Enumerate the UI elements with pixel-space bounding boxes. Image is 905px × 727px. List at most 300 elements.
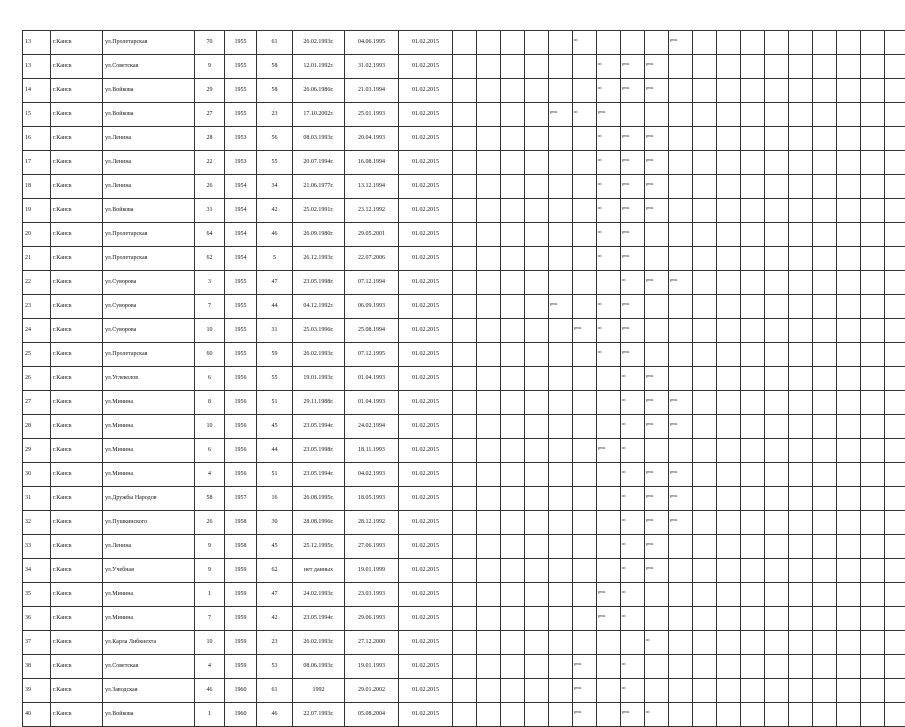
date-cell-3: 01.02.2015 — [399, 583, 453, 607]
grid-cell — [525, 343, 549, 367]
grid-cell — [885, 439, 905, 463]
city-cell: г.Канск — [51, 31, 103, 55]
grid-cell — [885, 607, 905, 631]
date-cell-1: 26.06.1986г. — [293, 79, 345, 103]
street-cell: ул.Заводская — [103, 679, 195, 703]
build-year-cell: 1956 — [225, 367, 257, 391]
grid-cell — [693, 631, 717, 655]
city-cell: г.Канск — [51, 511, 103, 535]
apartments-cell: 23 — [257, 103, 293, 127]
grid-cell — [669, 199, 693, 223]
row-number: 15 — [23, 103, 51, 127]
grid-cell — [645, 295, 669, 319]
grid-cell — [765, 607, 789, 631]
grid-cell — [621, 511, 645, 535]
grid-cell — [501, 223, 525, 247]
grid-cell — [741, 559, 765, 583]
grid-cell — [693, 247, 717, 271]
grid-cell — [717, 127, 741, 151]
grid-mark: реш. — [622, 86, 630, 90]
grid-cell — [669, 679, 693, 703]
grid-cell — [621, 319, 645, 343]
grid-cell — [669, 655, 693, 679]
grid-cell — [669, 55, 693, 79]
street-cell: ул.Учебная — [103, 559, 195, 583]
grid-cell — [885, 631, 905, 655]
grid-cell — [813, 103, 837, 127]
date-cell-2: 01.04.1993 — [345, 367, 399, 391]
grid-cell — [549, 607, 573, 631]
grid-cell — [525, 631, 549, 655]
grid-cell — [765, 223, 789, 247]
grid-cell — [645, 271, 669, 295]
grid-mark: реш. — [646, 422, 654, 426]
date-cell-3: 01.02.2015 — [399, 343, 453, 367]
grid-mark: пс — [598, 350, 602, 354]
grid-cell — [693, 103, 717, 127]
grid-cell — [837, 367, 861, 391]
apartments-cell: 23 — [257, 631, 293, 655]
row-number: 23 — [23, 295, 51, 319]
grid-cell — [765, 319, 789, 343]
date-cell-1: 26.08.1995г. — [293, 487, 345, 511]
grid-cell — [477, 655, 501, 679]
grid-cell — [741, 199, 765, 223]
grid-mark: реш. — [622, 230, 630, 234]
grid-cell — [669, 271, 693, 295]
grid-cell — [549, 559, 573, 583]
grid-cell — [885, 295, 905, 319]
grid-cell — [741, 319, 765, 343]
grid-cell — [597, 703, 621, 727]
grid-cell — [813, 391, 837, 415]
grid-cell — [861, 415, 885, 439]
grid-cell — [669, 151, 693, 175]
grid-cell — [549, 79, 573, 103]
date-cell-1: 23.05.1994г. — [293, 415, 345, 439]
grid-cell — [837, 487, 861, 511]
build-year-cell: 1955 — [225, 79, 257, 103]
grid-cell — [669, 631, 693, 655]
house-number-cell: 62 — [195, 247, 225, 271]
grid-cell — [693, 511, 717, 535]
grid-cell — [861, 535, 885, 559]
street-cell: ул.Минина — [103, 439, 195, 463]
grid-cell — [501, 271, 525, 295]
date-cell-2: 23.12.1992 — [345, 199, 399, 223]
street-cell: ул.Пушкинского — [103, 511, 195, 535]
date-cell-2: 21.03.1994 — [345, 79, 399, 103]
grid-cell — [573, 655, 597, 679]
grid-cell — [501, 199, 525, 223]
grid-mark: пс — [622, 470, 626, 474]
grid-cell — [741, 127, 765, 151]
grid-cell — [789, 415, 813, 439]
grid-cell — [861, 343, 885, 367]
street-cell: ул.Войкова — [103, 79, 195, 103]
grid-cell — [813, 655, 837, 679]
grid-cell — [789, 319, 813, 343]
grid-cell — [813, 583, 837, 607]
house-number-cell: 1 — [195, 583, 225, 607]
grid-mark: реш. — [646, 398, 654, 402]
date-cell-1: 26.02.1993г. — [293, 343, 345, 367]
house-number-cell: 10 — [195, 319, 225, 343]
grid-mark: пс — [622, 422, 626, 426]
date-cell-2: 04.02.1993 — [345, 463, 399, 487]
grid-cell — [549, 415, 573, 439]
grid-mark: реш. — [646, 158, 654, 162]
row-number: 37 — [23, 631, 51, 655]
date-cell-3: 01.02.2015 — [399, 463, 453, 487]
grid-mark: реш. — [646, 278, 654, 282]
grid-cell — [765, 199, 789, 223]
grid-cell — [597, 271, 621, 295]
date-cell-1: 1992 — [293, 679, 345, 703]
date-cell-1: 23.05.1994г. — [293, 607, 345, 631]
grid-cell — [765, 415, 789, 439]
grid-cell — [861, 511, 885, 535]
grid-cell — [453, 199, 477, 223]
date-cell-1: 23.05.1998г. — [293, 439, 345, 463]
grid-cell — [813, 79, 837, 103]
date-cell-2: 23.03.1993 — [345, 583, 399, 607]
city-cell: г.Канск — [51, 679, 103, 703]
grid-cell — [837, 343, 861, 367]
grid-cell — [645, 175, 669, 199]
table-row — [23, 607, 905, 631]
grid-cell — [717, 343, 741, 367]
grid-cell — [717, 703, 741, 727]
grid-cell — [597, 31, 621, 55]
build-year-cell: 1954 — [225, 223, 257, 247]
grid-cell — [861, 703, 885, 727]
grid-cell — [885, 535, 905, 559]
grid-mark: реш. — [646, 518, 654, 522]
house-number-cell: 6 — [195, 439, 225, 463]
grid-mark: реш. — [646, 566, 654, 570]
date-cell-1: 26.12.1993г. — [293, 247, 345, 271]
housing-register-table — [22, 30, 905, 727]
grid-cell — [453, 391, 477, 415]
house-number-cell: 6 — [195, 367, 225, 391]
grid-cell — [837, 415, 861, 439]
grid-cell — [549, 151, 573, 175]
grid-cell — [501, 583, 525, 607]
table-row — [23, 247, 905, 271]
grid-cell — [573, 511, 597, 535]
build-year-cell: 1956 — [225, 439, 257, 463]
grid-cell — [837, 103, 861, 127]
street-cell: ул.Минина — [103, 391, 195, 415]
grid-cell — [885, 343, 905, 367]
date-cell-2: 05.08.2004 — [345, 703, 399, 727]
grid-cell — [501, 319, 525, 343]
grid-cell — [693, 223, 717, 247]
grid-cell — [645, 343, 669, 367]
grid-mark: реш. — [622, 710, 630, 714]
house-number-cell: 70 — [195, 31, 225, 55]
city-cell: г.Канск — [51, 79, 103, 103]
grid-cell — [573, 319, 597, 343]
house-number-cell: 9 — [195, 559, 225, 583]
grid-cell — [741, 79, 765, 103]
grid-cell — [861, 55, 885, 79]
grid-mark: пс — [622, 494, 626, 498]
grid-cell — [861, 463, 885, 487]
date-cell-3: 01.02.2015 — [399, 511, 453, 535]
grid-cell — [885, 415, 905, 439]
grid-cell — [645, 367, 669, 391]
street-cell: ул.Минина — [103, 607, 195, 631]
table-row — [23, 391, 905, 415]
table-row — [23, 463, 905, 487]
grid-cell — [861, 391, 885, 415]
grid-cell — [789, 391, 813, 415]
build-year-cell: 1953 — [225, 151, 257, 175]
grid-mark: пс — [622, 542, 626, 546]
city-cell: г.Канск — [51, 343, 103, 367]
city-cell: г.Канск — [51, 487, 103, 511]
date-cell-1: 24.02.1993г. — [293, 583, 345, 607]
grid-cell — [645, 487, 669, 511]
grid-cell — [789, 559, 813, 583]
row-number: 26 — [23, 367, 51, 391]
grid-cell — [837, 223, 861, 247]
apartments-cell: 44 — [257, 439, 293, 463]
build-year-cell: 1956 — [225, 391, 257, 415]
table-row — [23, 343, 905, 367]
grid-cell — [813, 127, 837, 151]
house-number-cell: 9 — [195, 55, 225, 79]
grid-cell — [645, 247, 669, 271]
house-number-cell: 8 — [195, 391, 225, 415]
grid-cell — [813, 247, 837, 271]
grid-cell — [837, 247, 861, 271]
table-row — [23, 583, 905, 607]
build-year-cell: 1960 — [225, 703, 257, 727]
grid-cell — [477, 535, 501, 559]
grid-cell — [525, 271, 549, 295]
grid-cell — [453, 175, 477, 199]
grid-cell — [789, 127, 813, 151]
house-number-cell: 4 — [195, 463, 225, 487]
grid-cell — [477, 487, 501, 511]
row-number: 25 — [23, 343, 51, 367]
date-cell-3: 01.02.2015 — [399, 607, 453, 631]
grid-cell — [789, 31, 813, 55]
row-number: 38 — [23, 655, 51, 679]
grid-cell — [885, 319, 905, 343]
date-cell-1: 08.03.1993г. — [293, 127, 345, 151]
grid-cell — [525, 247, 549, 271]
grid-cell — [501, 31, 525, 55]
grid-cell — [573, 631, 597, 655]
date-cell-2: 25.08.1994 — [345, 319, 399, 343]
grid-cell — [837, 607, 861, 631]
grid-cell — [717, 151, 741, 175]
grid-cell — [717, 367, 741, 391]
grid-cell — [525, 103, 549, 127]
table-row — [23, 415, 905, 439]
grid-cell — [861, 655, 885, 679]
grid-cell — [693, 535, 717, 559]
grid-cell — [573, 439, 597, 463]
build-year-cell: 1959 — [225, 607, 257, 631]
table-row — [23, 319, 905, 343]
grid-cell — [477, 367, 501, 391]
table-row — [23, 703, 905, 727]
city-cell: г.Канск — [51, 583, 103, 607]
grid-cell — [717, 631, 741, 655]
street-cell: ул.Ленина — [103, 175, 195, 199]
grid-cell — [453, 103, 477, 127]
build-year-cell: 1954 — [225, 247, 257, 271]
grid-mark: реш. — [670, 518, 678, 522]
grid-cell — [765, 31, 789, 55]
grid-cell — [549, 319, 573, 343]
city-cell: г.Канск — [51, 703, 103, 727]
grid-cell — [669, 319, 693, 343]
grid-cell — [525, 439, 549, 463]
house-number-cell: 7 — [195, 295, 225, 319]
row-number: 40 — [23, 703, 51, 727]
apartments-cell: 51 — [257, 391, 293, 415]
grid-cell — [765, 703, 789, 727]
build-year-cell: 1954 — [225, 199, 257, 223]
grid-cell — [669, 463, 693, 487]
grid-cell — [717, 199, 741, 223]
grid-cell — [693, 583, 717, 607]
grid-cell — [573, 343, 597, 367]
table-row — [23, 223, 905, 247]
grid-cell — [549, 463, 573, 487]
grid-cell — [549, 247, 573, 271]
grid-cell — [861, 487, 885, 511]
grid-cell — [597, 55, 621, 79]
grid-cell — [597, 463, 621, 487]
city-cell: г.Канск — [51, 367, 103, 391]
build-year-cell: 1954 — [225, 175, 257, 199]
grid-cell — [765, 559, 789, 583]
grid-cell — [621, 31, 645, 55]
row-number: 20 — [23, 223, 51, 247]
grid-cell — [813, 463, 837, 487]
grid-mark: реш. — [646, 62, 654, 66]
grid-mark: пс — [598, 254, 602, 258]
grid-cell — [549, 271, 573, 295]
grid-mark: реш. — [646, 206, 654, 210]
date-cell-3: 01.02.2015 — [399, 271, 453, 295]
grid-cell — [885, 463, 905, 487]
grid-cell — [789, 655, 813, 679]
apartments-cell: 46 — [257, 223, 293, 247]
grid-mark: пс — [598, 134, 602, 138]
date-cell-2: 18.11.1993 — [345, 439, 399, 463]
grid-cell — [645, 583, 669, 607]
apartments-cell: 5 — [257, 247, 293, 271]
apartments-cell: 30 — [257, 511, 293, 535]
grid-cell — [621, 343, 645, 367]
grid-cell — [549, 175, 573, 199]
grid-cell — [477, 559, 501, 583]
grid-cell — [789, 607, 813, 631]
grid-cell — [573, 367, 597, 391]
grid-cell — [837, 175, 861, 199]
house-number-cell: 26 — [195, 175, 225, 199]
grid-cell — [813, 511, 837, 535]
city-cell: г.Канск — [51, 223, 103, 247]
grid-cell — [789, 535, 813, 559]
row-number: 24 — [23, 319, 51, 343]
grid-cell — [693, 199, 717, 223]
grid-cell — [501, 415, 525, 439]
city-cell: г.Канск — [51, 559, 103, 583]
date-cell-1: 26.09.1980г. — [293, 223, 345, 247]
grid-cell — [645, 703, 669, 727]
grid-cell — [693, 487, 717, 511]
grid-mark: пс — [622, 278, 626, 282]
grid-cell — [765, 79, 789, 103]
apartments-cell: 53 — [257, 655, 293, 679]
street-cell: ул.Советская — [103, 55, 195, 79]
grid-cell — [453, 679, 477, 703]
grid-cell — [645, 199, 669, 223]
grid-cell — [789, 367, 813, 391]
grid-cell — [741, 439, 765, 463]
grid-cell — [477, 151, 501, 175]
date-cell-3: 01.02.2015 — [399, 631, 453, 655]
grid-cell — [501, 127, 525, 151]
row-number: 22 — [23, 271, 51, 295]
grid-cell — [837, 199, 861, 223]
grid-cell — [717, 655, 741, 679]
grid-cell — [525, 415, 549, 439]
grid-cell — [669, 223, 693, 247]
date-cell-3: 01.02.2015 — [399, 367, 453, 391]
apartments-cell: 42 — [257, 607, 293, 631]
house-number-cell: 29 — [195, 79, 225, 103]
grid-cell — [861, 127, 885, 151]
grid-cell — [597, 655, 621, 679]
grid-cell — [621, 559, 645, 583]
row-number: 28 — [23, 415, 51, 439]
grid-cell — [789, 583, 813, 607]
apartments-cell: 45 — [257, 415, 293, 439]
grid-cell — [549, 103, 573, 127]
grid-cell — [645, 679, 669, 703]
build-year-cell: 1956 — [225, 463, 257, 487]
grid-cell — [501, 607, 525, 631]
grid-cell — [669, 487, 693, 511]
grid-cell — [573, 583, 597, 607]
grid-cell — [765, 175, 789, 199]
date-cell-2: 20.04.1993 — [345, 127, 399, 151]
grid-cell — [789, 151, 813, 175]
grid-cell — [525, 223, 549, 247]
grid-mark: реш. — [670, 470, 678, 474]
apartments-cell: 62 — [257, 559, 293, 583]
grid-cell — [693, 271, 717, 295]
grid-cell — [597, 151, 621, 175]
grid-mark: реш. — [598, 446, 606, 450]
grid-cell — [885, 79, 905, 103]
grid-mark: реш. — [598, 614, 606, 618]
table-row — [23, 151, 905, 175]
street-cell: ул.Пролетарская — [103, 247, 195, 271]
grid-cell — [477, 511, 501, 535]
grid-cell — [525, 319, 549, 343]
